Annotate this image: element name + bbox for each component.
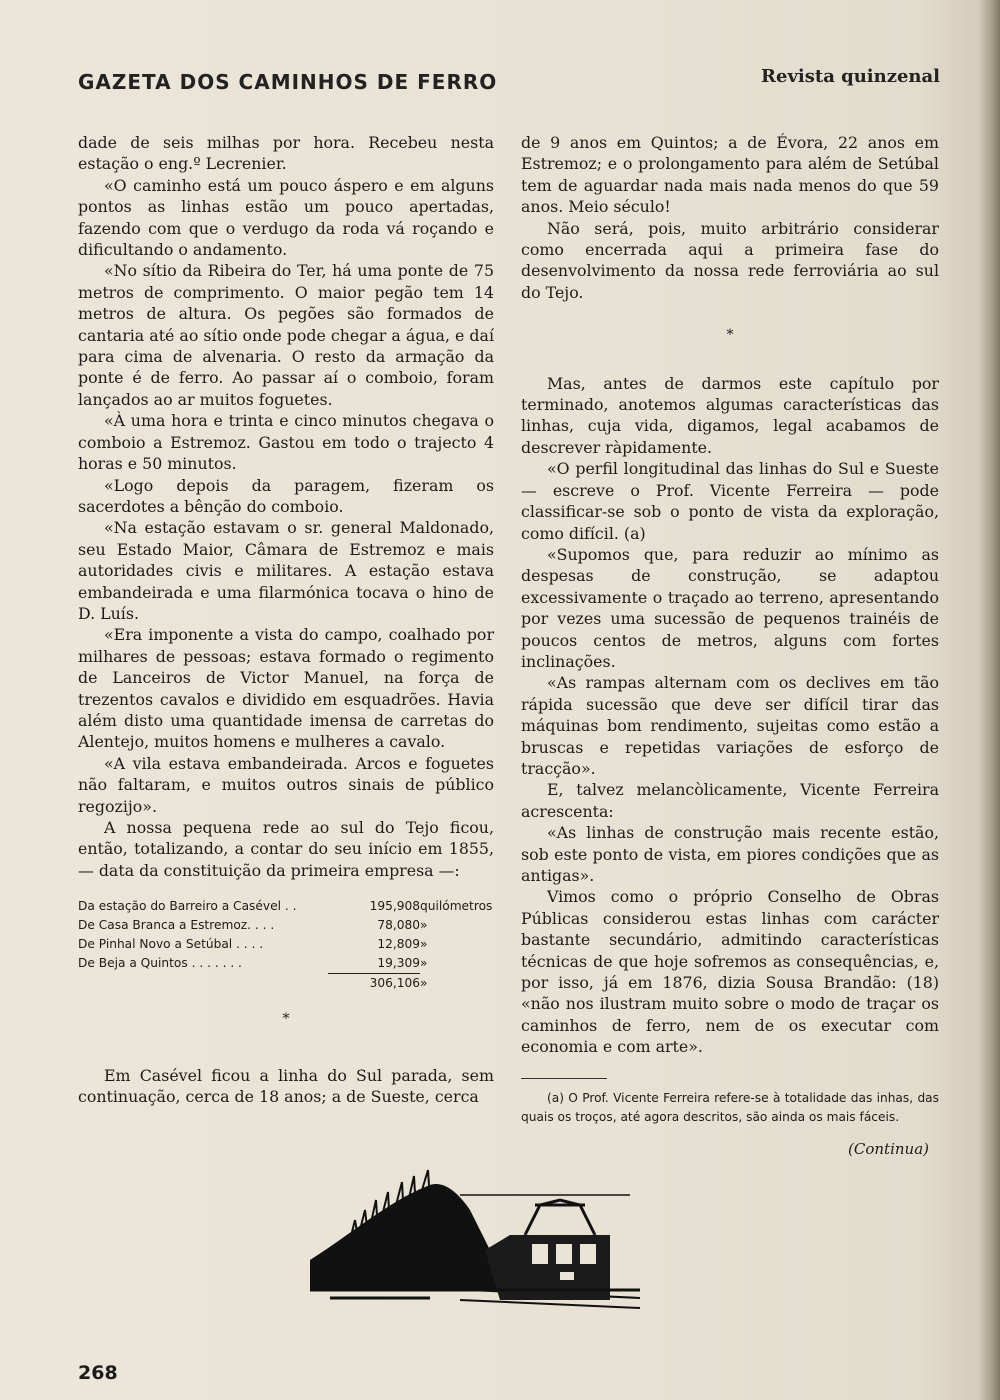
footnote-rule [521, 1078, 607, 1079]
page-edge-shadow [978, 0, 1000, 1400]
route-cell: De Beja a Quintos . . . . . . . [78, 956, 242, 971]
publication-title: GAZETA DOS CAMINHOS DE FERRO [78, 70, 498, 94]
total-label-cell [78, 974, 328, 994]
page-number: 268 [78, 1362, 118, 1384]
train-window [580, 1244, 596, 1264]
footnote: (a) O Prof. Vicente Ferreira refere-se à totalidade das inhas, das quais os troços, até agora descritos, são ainda os mais fáceis. [521, 1090, 939, 1124]
train-illustration [310, 1140, 640, 1310]
table-row [78, 916, 494, 935]
total-unit-cell: » [420, 975, 428, 990]
train-headlight [560, 1272, 574, 1280]
paragraph: E, talvez melancòlicamente, Vicente Ferreira acrescenta: [521, 780, 939, 821]
paragraph: Em Casével ficou a linha do Sul parada, sem continuação, cerca de 18 anos; a de Sueste, cerca [78, 1065, 494, 1107]
paragraph: Não será, pois, muito arbitrário considerar como encerrada aqui a primeira fase do desenvolvimento da nossa rede ferroviária ao sul do Tejo. [521, 218, 939, 302]
km-cell: 12,809 [377, 937, 420, 952]
table-row [78, 935, 494, 954]
km-cell: 78,080 [377, 918, 420, 933]
route-cell: Da estação do Barreiro a Casével . . [78, 899, 297, 914]
continuation-note: (Continua) [848, 1139, 929, 1158]
paragraph: «A vila estava embandeirada. Arcos e foguetes não faltaram, e muitos outros sinais de público regozijo». [78, 753, 494, 816]
pantograph [525, 1200, 595, 1235]
section-separator: * [726, 327, 734, 344]
left-column [78, 132, 494, 1107]
unit-cell: » [420, 956, 428, 971]
spacer [78, 1049, 494, 1065]
paragraph: Mas, antes de darmos este capítulo por terminado, anotemos algumas características das linhas, cuja vida, digamos, legal acabamos de descrever ràpidamente. [521, 373, 939, 457]
paragraph: «As rampas alternam com os declives em tão rápida sucessão que deve ser difícil tirar das máquinas bom rendimento, sujeitas como estão a bruscas e repetidas variações de esforço de tracção». [521, 673, 939, 778]
table-row [78, 954, 494, 974]
train-window [532, 1244, 548, 1264]
paragraph: de 9 anos em Quintos; a de Évora, 22 anos em Estremoz; e o prolongamento para além de Setúbal tem de aguardar nada mais nada menos do que 59 anos. Meio século! [521, 133, 939, 217]
paragraph: «O caminho está um pouco áspero e em alguns pontos as linhas estão um pouco apertadas, fazendo com que o verdugo da roda vá roçando e dificultando o andamento. [78, 175, 494, 260]
paragraph: «Era imponente a vista do campo, coalhado por milhares de pessoas; estava formado o regimento de Lanceiros de Victor Manuel, na força de trezentos cavalos e dividido em esquadrões. Havia além disto uma quantidade imensa de carretas do Alentejo, muitos homens e mulheres a cavalo. [78, 625, 494, 752]
paragraph: «Logo depois da paragem, fizeram os sacerdotes a bênção do comboio. [78, 475, 494, 516]
paragraph: dade de seis milhas por hora. Recebeu nesta estação o eng.º Lecrenier. [78, 133, 494, 174]
paragraph: «Na estação estavam o sr. general Maldonado, seu Estado Maior, Câmara de Estremoz e mais autoridades civis e militares. A estação estava embandeirada e uma filarmónica tocava o hino de D. Luís. [78, 518, 494, 623]
paragraph: «As linhas de construção mais recente estão, sob este ponto de vista, em piores condições que as antigas». [521, 823, 939, 885]
table-row [78, 897, 494, 916]
railway-length-table [78, 897, 494, 993]
paragraph: «No sítio da Ribeira do Ter, há uma ponte de 75 metros de comprimento. O maior pegão tem 14 metros de altura. Os pegões são formados de cantaria até ao sítio onde pode chegar a água, e daí para cima de alvenaria. O resto da armação da ponte é de ferro. Ao passar aí o comboio, foram lançados ao ar muitos foguetes. [78, 261, 494, 409]
km-cell: 19,309 [377, 956, 420, 971]
unit-cell: » [420, 937, 428, 952]
unit-cell: » [420, 918, 428, 933]
section-separator: * [282, 1011, 290, 1028]
route-cell: De Pinhal Novo a Setúbal . . . . [78, 937, 264, 952]
paragraph: A nossa pequena rede ao sul do Tejo ficou, então, totalizando, a contar do seu início em 1855, — data da constituição da primeira empresa —: [78, 818, 494, 880]
total-km-cell: 306,106 [328, 974, 420, 994]
unit-cell: quilómetros [420, 899, 493, 914]
right-column [521, 132, 939, 1160]
table-total-row [78, 974, 494, 994]
paragraph: «Supomos que, para reduzir ao mínimo as despesas de construção, se adaptou excessivamente o traçado ao terreno, apresentando por vezes uma sucessão de pequenos trainéis de poucos centos de metros, alguns com fortes inclinações. [521, 544, 939, 671]
train-window [556, 1244, 572, 1264]
route-cell: De Casa Branca a Estremoz. . . . [78, 918, 275, 933]
embankment-shape [310, 1184, 500, 1290]
paragraph: «O perfil longitudinal das linhas do Sul e Sueste — escreve o Prof. Vicente Ferreira — pode classificar-se sob o ponto de vista da exploração, como difícil. (a) [521, 459, 939, 543]
paragraph: Vimos como o próprio Conselho de Obras Públicas considerou estas linhas com carácter bastante secundário, admitindo características técnicas de que hoje sofremos as consequências, e, por isso, já em 1876, dizia Sousa Brandão: (18) «não nos ilustram muito sobre o modo de traçar os caminhos de ferro, nem de os executar com economia e com arte». [521, 887, 939, 1057]
publication-subtitle: Revista quinzenal [761, 66, 940, 87]
paragraph: «À uma hora e trinta e cinco minutos chegava o comboio a Estremoz. Gastou em todo o trajecto 4 horas e 50 minutos. [78, 411, 494, 474]
km-cell: 195,908 [369, 899, 420, 914]
